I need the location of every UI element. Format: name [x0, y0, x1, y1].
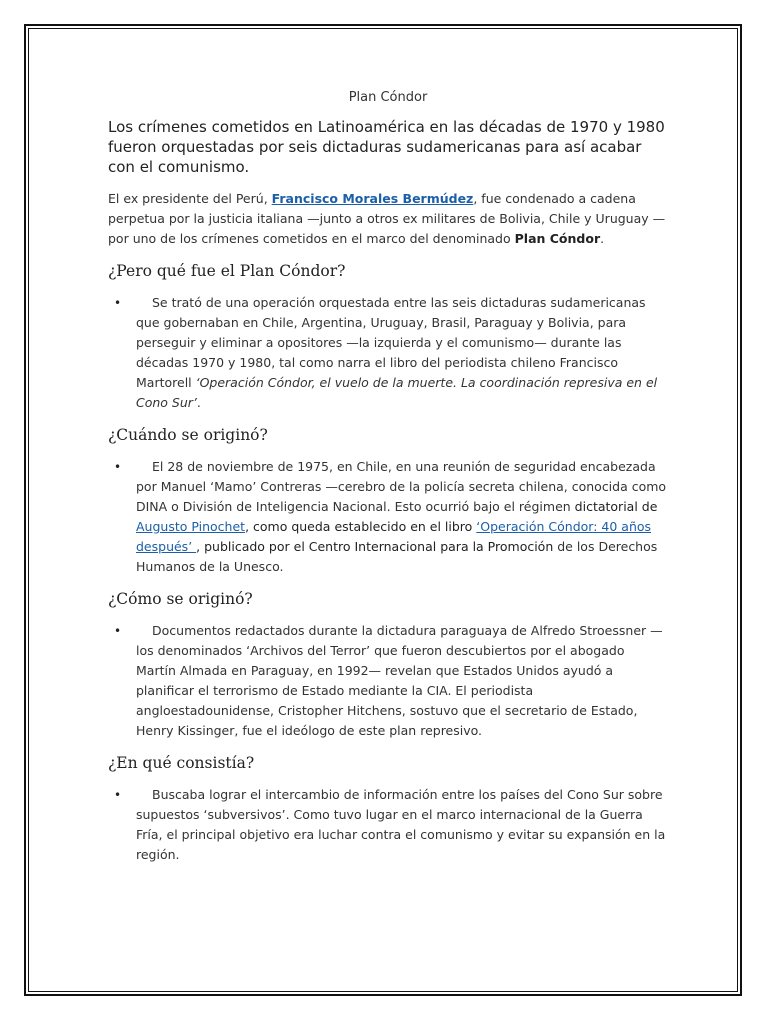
- section-2-text-5: de los Derechos Humanos de la Unesco.: [136, 539, 658, 574]
- list-item-text: [136, 457, 668, 577]
- section-1-end: .: [196, 395, 201, 410]
- list-item-text: Documentos redactados durante la dictadura paraguaya de Alfredo Stroessner —los denominados ‘Archivos del Terror’ que fueron descubiertos por el abogado Martín Almada en Paraguay, en 1992— revelan que Estados Unidos ayudó a planificar el terrorismo de Estado mediante la CIA. El periodista angloestadounidense, Cristopher Hitchens, sostuvo que el secretario de Estado, Henry Kissinger, fue el ideólogo de este plan represivo.: [136, 623, 663, 738]
- intro-text-2: , fue condenado a cadena perpetua por la justicia italiana —junto a otros ex militares de Bolivia, Chile y Uruguay — por uno de los crímenes cometidos en el marco del denominado: [108, 191, 666, 246]
- operacion-condor-book-link[interactable]: ‘Operación Cóndor: 40 años después’: [136, 519, 652, 554]
- section-2-text-2: dictatorial de: [574, 499, 658, 514]
- document-body: [108, 88, 668, 875]
- list-item: [108, 621, 668, 741]
- augusto-pinochet-link[interactable]: Augusto Pinochet: [136, 519, 246, 534]
- section-heading-que-fue: ¿Pero qué fue el Plan Cóndor?: [108, 262, 346, 280]
- bullet-icon: •: [114, 788, 122, 802]
- book-title-italic: ‘Operación Cóndor, el vuelo de la muerte. La coordinación represiva en el Cono Sur’: [136, 375, 658, 410]
- intro-text-1: El ex presidente del Perú,: [108, 191, 272, 206]
- bullet-icon: •: [114, 296, 122, 310]
- list-item-text: Buscaba lograr el intercambio de información entre los países del Cono Sur sobre supuestos ‘subversivos’. Como tuvo lugar en el marco internacional de la Guerra Fría, el principal objetivo era luchar contra el comunismo y evitar su expansión en la región.: [136, 787, 666, 862]
- lead-paragraph: Los crímenes cometidos en Latinoamérica en las décadas de 1970 y 1980 fueron orquestadas por seis dictaduras sudamericanas para así acabar con el comunismo.: [108, 118, 665, 176]
- bullet-icon: •: [114, 624, 122, 638]
- morales-bermudez-link[interactable]: Francisco Morales Bermúdez: [271, 191, 474, 206]
- section-2-text-4: , publicado por el Centro Internacional para la Promoción: [196, 539, 554, 554]
- document-title: Plan Cóndor: [348, 90, 428, 105]
- bullet-icon: •: [114, 460, 122, 474]
- list-item: [108, 457, 668, 577]
- section-2-text-1: El 28 de noviembre de 1975, en Chile, en una reunión de seguridad encabezada por Manuel ‘Mamo’ Contreras —cerebro de la policía secreta chilena, conocida como DINA o División de Inteligencia Nacional. Esto ocurrió bajo el régimen: [136, 459, 667, 514]
- section-heading-en-que: ¿En qué consistía?: [108, 754, 255, 772]
- intro-paragraph: [108, 189, 668, 249]
- section-1-text: Se trató de una operación orquestada entre las seis dictaduras sudamericanas que gobernaban en Chile, Argentina, Uruguay, Brasil, Paraguay y Bolivia, para perseguir y eliminar a opositores —la izquierda y el comunismo— durante las décadas 1970 y 1980, tal como narra el libro del periodista chileno Francisco Martorell: [136, 295, 646, 390]
- intro-text-3: .: [600, 231, 605, 246]
- list-item: [108, 785, 668, 865]
- section-heading-como: ¿Cómo se originó?: [108, 590, 253, 608]
- section-heading-cuando: ¿Cuándo se originó?: [108, 426, 268, 444]
- section-2-text-3: , como queda establecido en el libro: [245, 519, 477, 534]
- list-item-text: [136, 293, 668, 413]
- list-item: [108, 293, 668, 413]
- plan-condor-bold: Plan Cóndor: [514, 231, 601, 246]
